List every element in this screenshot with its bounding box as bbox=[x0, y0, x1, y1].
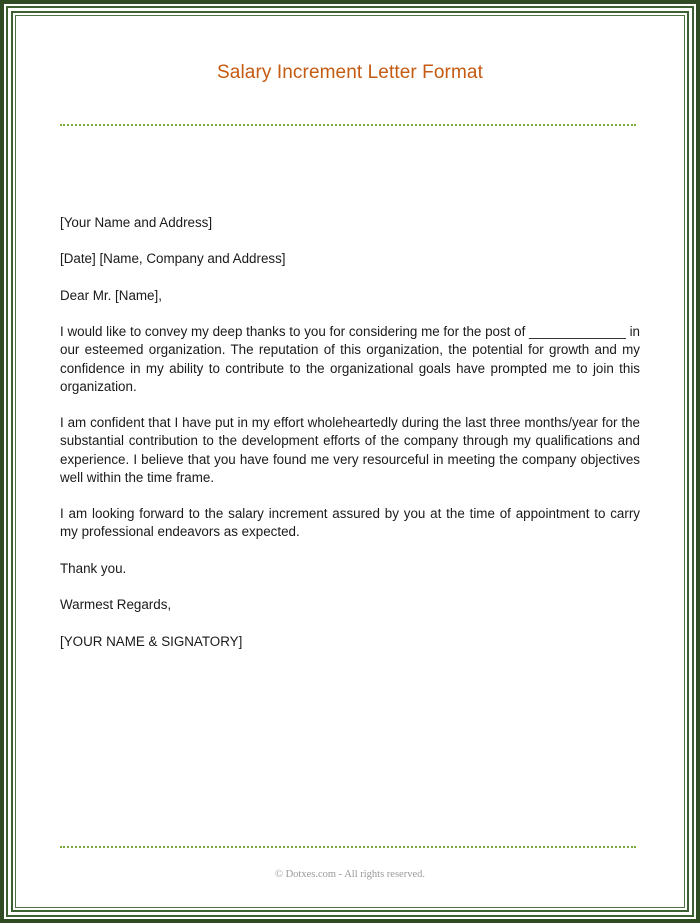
sender-line: [Your Name and Address] bbox=[60, 215, 213, 230]
document-title: Salary Increment Letter Format bbox=[217, 62, 483, 83]
thanks-line: Thank you. bbox=[60, 560, 127, 576]
paragraph-1: I would like to convey my deep thanks to you for considering me for the post of _____________ in our esteemed organization. The reputation of this organization, the potential for growth and my confidence in my ability to contribute to the organizational goals have prompted me to join this organization. bbox=[60, 324, 640, 394]
letter-body bbox=[60, 214, 640, 669]
salutation: Dear Mr. [Name], bbox=[60, 287, 162, 303]
bottom-dotted-divider bbox=[60, 846, 636, 848]
footer-copyright: © Dotxes.com - All rights reserved. bbox=[275, 869, 425, 880]
closing-line: Warmest Regards, bbox=[60, 597, 172, 613]
top-dotted-divider bbox=[60, 124, 636, 126]
paragraph-3: I am looking forward to the salary increment assured by you at the time of appointment to carry my professional endeavors as expected. bbox=[60, 506, 640, 540]
paragraph-2: I am confident that I have put in my effort wholeheartedly during the last three months/year for the substantial contribution to the development efforts of the company through my qualifications and experience. I believe that you have found me very resourceful in meeting the company objectives well within the time frame. bbox=[60, 415, 640, 485]
signature-line: [YOUR NAME & SIGNATORY] bbox=[60, 633, 243, 649]
date-recipient-line: [Date] [Name, Company and Address] bbox=[60, 251, 286, 267]
